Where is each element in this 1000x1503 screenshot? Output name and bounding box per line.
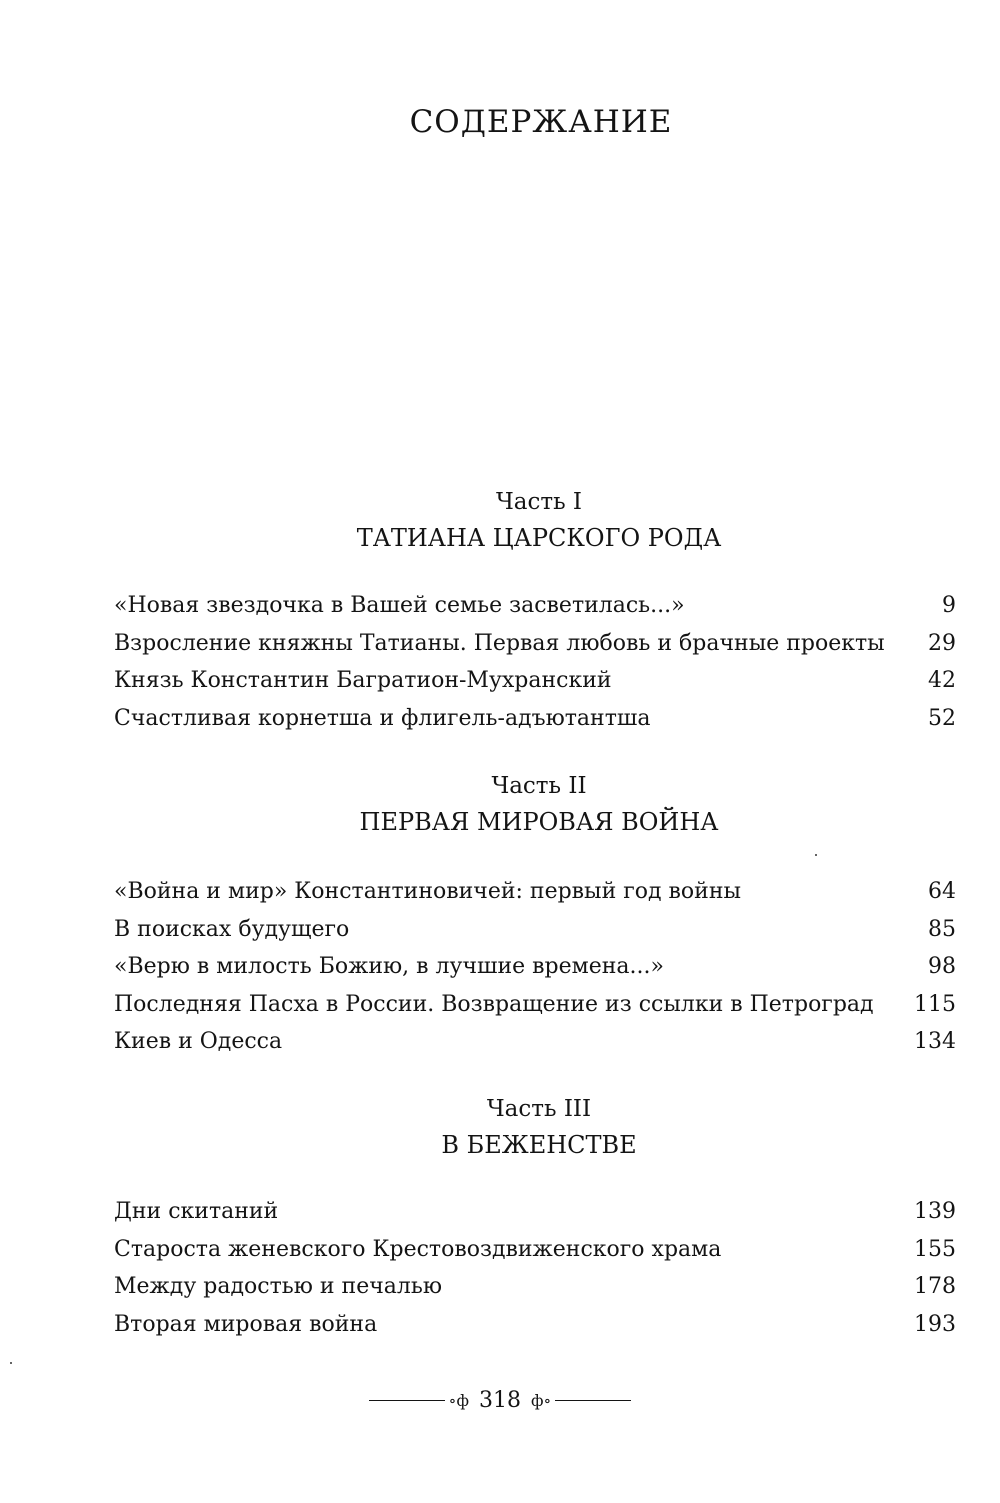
toc-entry[interactable] <box>114 1231 956 1269</box>
entry-title: Вторая мировая война <box>114 1311 378 1337</box>
toc-entry[interactable] <box>114 873 956 911</box>
entry-title: Последняя Пасха в России. Возвращение из ссылки в Петроград <box>114 991 874 1017</box>
toc-list-part-2 <box>114 873 956 1061</box>
toc-entry[interactable] <box>114 625 956 663</box>
entry-title: «Новая звездочка в Вашей семье засветилась...» <box>114 593 685 618</box>
scan-speck <box>10 1362 12 1364</box>
page-footer <box>0 1388 1000 1413</box>
toc-entry[interactable] <box>114 948 956 986</box>
entry-title: Князь Константин Багратион-Мухранский <box>114 668 612 693</box>
toc-entry[interactable] <box>114 911 956 949</box>
entry-page: 42 <box>928 668 956 693</box>
page-number: 318 <box>479 1388 521 1413</box>
toc-entry[interactable] <box>114 986 956 1024</box>
entry-title: «Война и мир» Константиновичей: первый год войны <box>114 879 741 904</box>
toc-entry[interactable] <box>114 1306 956 1344</box>
entry-page: 155 <box>914 1236 956 1262</box>
toc-entry[interactable] <box>114 1193 956 1231</box>
part-number: Часть II <box>491 773 587 799</box>
part-number: Часть I <box>495 489 582 515</box>
ornament-left-icon: ∘ф <box>448 1391 469 1410</box>
entry-page: 85 <box>928 916 956 942</box>
toc-entry[interactable] <box>114 1268 956 1306</box>
toc-entry[interactable] <box>114 587 956 625</box>
part-2-heading <box>0 771 1000 839</box>
footer-rule-left <box>369 1400 445 1401</box>
part-title: ПЕРВАЯ МИРОВАЯ ВОЙНА <box>359 808 719 836</box>
entry-title: Дни скитаний <box>114 1199 279 1224</box>
page-title: СОДЕРЖАНИЕ <box>409 104 673 140</box>
footer-rule-right <box>555 1400 631 1401</box>
entry-title: Между радостью и печалью <box>114 1274 442 1299</box>
toc-entry[interactable] <box>114 1023 956 1061</box>
entry-title: В поисках будущего <box>114 916 350 942</box>
part-number: Часть III <box>486 1096 592 1122</box>
toc-list-part-1 <box>114 587 956 737</box>
entry-page: 29 <box>928 630 956 656</box>
entry-page: 98 <box>928 954 956 979</box>
part-1-heading <box>0 487 1000 555</box>
toc-entry[interactable] <box>114 662 956 700</box>
toc-entry[interactable] <box>114 700 956 738</box>
entry-page: 9 <box>942 593 956 618</box>
part-title: ТАТИАНА ЦАРСКОГО РОДА <box>356 524 722 552</box>
entry-page: 178 <box>914 1274 956 1299</box>
entry-page: 134 <box>914 1029 956 1054</box>
part-title: В БЕЖЕНСТВЕ <box>441 1131 637 1159</box>
ornament-right-icon: ф∘ <box>531 1391 552 1410</box>
entry-title: «Верю в милость Божию, в лучшие времена...» <box>114 954 664 979</box>
toc-list-part-3 <box>114 1193 956 1343</box>
scan-speck <box>815 854 817 856</box>
entry-page: 52 <box>928 705 956 731</box>
entry-page: 64 <box>928 879 956 904</box>
part-3-heading <box>0 1094 1000 1162</box>
entry-title: Взросление княжны Татианы. Первая любовь и брачные проекты <box>114 630 885 656</box>
entry-title: Киев и Одесса <box>114 1029 283 1054</box>
entry-title: Староста женевского Крестовоздвиженского храма <box>114 1236 722 1262</box>
entry-page: 115 <box>914 991 956 1017</box>
entry-page: 139 <box>914 1199 956 1224</box>
entry-title: Счастливая корнетша и флигель-адъютантша <box>114 705 651 731</box>
entry-page: 193 <box>914 1311 956 1337</box>
